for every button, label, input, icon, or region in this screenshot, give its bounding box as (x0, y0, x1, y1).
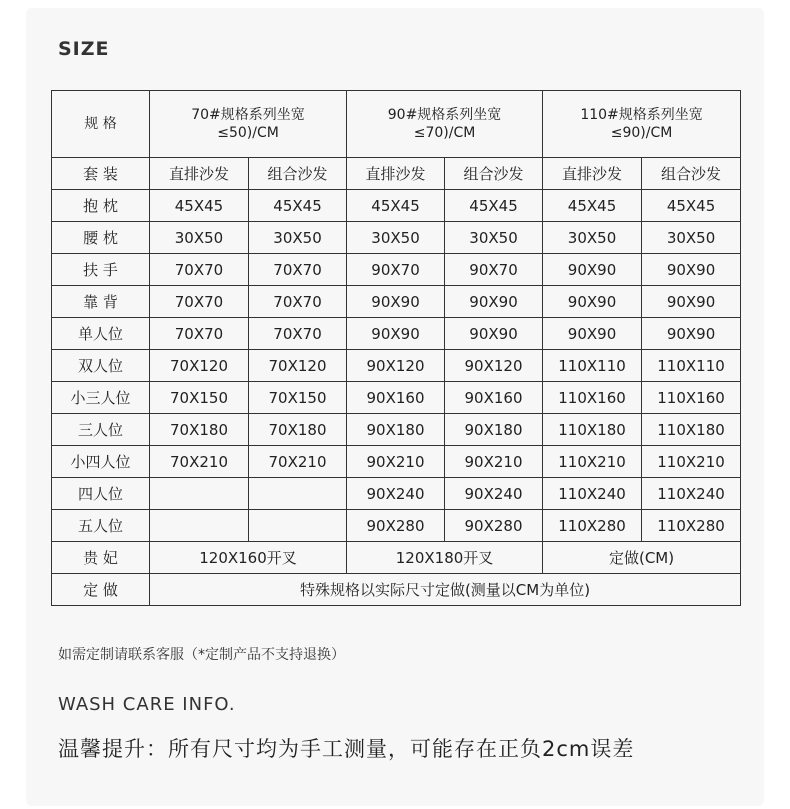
table-cell: 70X120 (150, 350, 249, 382)
row-label: 贵 妃 (52, 542, 150, 574)
table-cell: 90X210 (445, 446, 543, 478)
table-cell: 110X210 (642, 446, 741, 478)
table-subheader-row (52, 158, 741, 190)
table-cell: 110X240 (642, 478, 741, 510)
table-header-row (52, 91, 741, 158)
table-cell: 110X180 (642, 414, 741, 446)
table-cell: 30X50 (642, 222, 741, 254)
table-cell: 90X120 (445, 350, 543, 382)
table-cell: 110X280 (642, 510, 741, 542)
table-cell: 90X90 (642, 286, 741, 318)
subheader-label: 套 装 (52, 158, 150, 190)
table-cell: 70X120 (249, 350, 347, 382)
table-cell: 45X45 (150, 190, 249, 222)
table-cell: 70X210 (249, 446, 347, 478)
table-cell: 90X70 (445, 254, 543, 286)
row-label: 五人位 (52, 510, 150, 542)
table-cell: 90X70 (347, 254, 445, 286)
table-cell: 45X45 (347, 190, 445, 222)
table-cell: 110X280 (543, 510, 642, 542)
table-cell: 90X180 (347, 414, 445, 446)
header-group-90: 90#规格系列坐宽 ≤70)/CM (347, 91, 543, 158)
subheader-cell: 直排沙发 (347, 158, 445, 190)
row-label: 四人位 (52, 478, 150, 510)
table-row (52, 510, 741, 542)
header-group-110: 110#规格系列坐宽 ≤90)/CM (543, 91, 741, 158)
table-cell: 110X240 (543, 478, 642, 510)
header-label: 规 格 (52, 91, 150, 158)
row-label: 小三人位 (52, 382, 150, 414)
table-cell: 90X160 (445, 382, 543, 414)
table-cell: 110X210 (543, 446, 642, 478)
table-cell: 90X90 (543, 286, 642, 318)
table-cell: 90X280 (347, 510, 445, 542)
table-cell: 120X160开叉 (150, 542, 347, 574)
subheader-cell: 组合沙发 (445, 158, 543, 190)
wash-care-text: 温馨提升：所有尺寸均为手工测量，可能存在正负2cm误差 (58, 737, 635, 761)
table-cell: 90X90 (642, 254, 741, 286)
table-cell: 110X110 (642, 350, 741, 382)
table-cell: 90X90 (543, 318, 642, 350)
table-cell: 70X180 (249, 414, 347, 446)
table-cell: 30X50 (150, 222, 249, 254)
table-cell: 90X120 (347, 350, 445, 382)
row-label: 扶 手 (52, 254, 150, 286)
row-label: 小四人位 (52, 446, 150, 478)
table-row (52, 254, 741, 286)
table-cell: 特殊规格以实际尺寸定做(测量以CM为单位) (150, 574, 741, 606)
custom-row (52, 574, 741, 606)
table-row (52, 190, 741, 222)
table-row (52, 414, 741, 446)
table-cell: 45X45 (249, 190, 347, 222)
row-label: 单人位 (52, 318, 150, 350)
table-cell: 90X240 (347, 478, 445, 510)
table-cell: 30X50 (249, 222, 347, 254)
table-cell (249, 478, 347, 510)
subheader-cell: 直排沙发 (150, 158, 249, 190)
subheader-cell: 直排沙发 (543, 158, 642, 190)
table-cell: 45X45 (642, 190, 741, 222)
table-cell: 70X210 (150, 446, 249, 478)
table-cell: 45X45 (445, 190, 543, 222)
subheader-cell: 组合沙发 (249, 158, 347, 190)
table-row (52, 382, 741, 414)
table-cell: 45X45 (543, 190, 642, 222)
table-cell: 70X70 (150, 318, 249, 350)
table-row (52, 318, 741, 350)
row-label: 靠 背 (52, 286, 150, 318)
table-cell: 90X180 (445, 414, 543, 446)
table-cell: 90X90 (445, 318, 543, 350)
table-cell: 70X70 (249, 254, 347, 286)
table-cell: 70X180 (150, 414, 249, 446)
table-cell: 30X50 (347, 222, 445, 254)
table-cell: 70X70 (150, 286, 249, 318)
row-label: 定 做 (52, 574, 150, 606)
table-cell: 90X210 (347, 446, 445, 478)
table-cell: 90X280 (445, 510, 543, 542)
table-cell: 110X160 (543, 382, 642, 414)
custom-note: 如需定制请联系客服（*定制产品不支持退换） (58, 647, 345, 663)
table-cell (150, 478, 249, 510)
table-cell: 110X160 (642, 382, 741, 414)
table-cell (249, 510, 347, 542)
table-cell: 70X150 (249, 382, 347, 414)
table-cell: 30X50 (445, 222, 543, 254)
table-cell: 90X90 (445, 286, 543, 318)
table-cell: 70X70 (249, 318, 347, 350)
table-cell: 110X110 (543, 350, 642, 382)
table-cell: 90X90 (642, 318, 741, 350)
table-cell: 70X70 (150, 254, 249, 286)
table-row (52, 222, 741, 254)
row-label: 抱 枕 (52, 190, 150, 222)
size-table (51, 90, 741, 606)
table-cell: 120X180开叉 (347, 542, 543, 574)
table-cell: 90X240 (445, 478, 543, 510)
table-row (52, 350, 741, 382)
table-cell (150, 510, 249, 542)
table-cell: 30X50 (543, 222, 642, 254)
table-cell: 70X150 (150, 382, 249, 414)
table-row (52, 478, 741, 510)
table-cell: 90X90 (543, 254, 642, 286)
row-label: 三人位 (52, 414, 150, 446)
size-title: SIZE (58, 38, 110, 60)
table-row (52, 446, 741, 478)
header-group-70: 70#规格系列坐宽 ≤50)/CM (150, 91, 347, 158)
table-cell: 70X70 (249, 286, 347, 318)
table-cell: 90X160 (347, 382, 445, 414)
table-cell: 定做(CM) (543, 542, 741, 574)
subheader-cell: 组合沙发 (642, 158, 741, 190)
table-cell: 90X90 (347, 318, 445, 350)
table-cell: 110X180 (543, 414, 642, 446)
row-label: 腰 枕 (52, 222, 150, 254)
wash-care-title: WASH CARE INFO. (58, 694, 236, 715)
row-label: 双人位 (52, 350, 150, 382)
table-row (52, 286, 741, 318)
guifei-row (52, 542, 741, 574)
table-cell: 90X90 (347, 286, 445, 318)
